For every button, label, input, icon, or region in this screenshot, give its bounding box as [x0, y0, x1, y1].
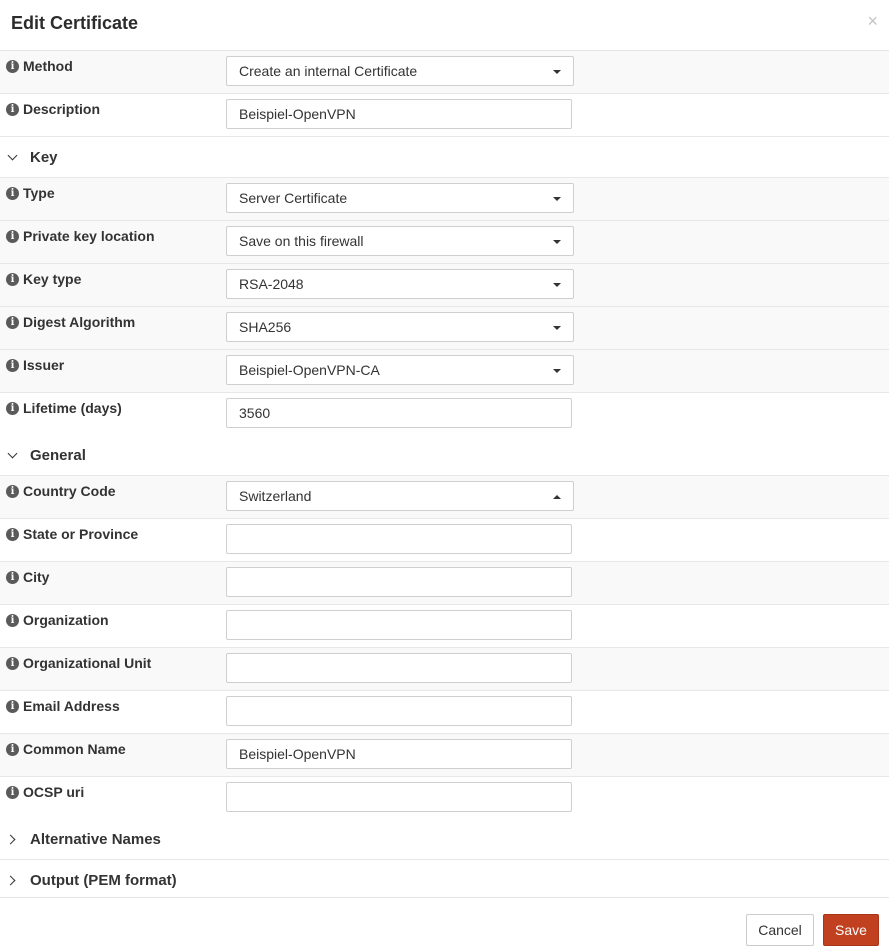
info-icon[interactable]: i	[6, 485, 19, 498]
key-type-label: Key type	[23, 271, 82, 287]
email-input[interactable]	[226, 696, 572, 726]
key-type-select[interactable]	[226, 269, 574, 299]
chevron-down-icon	[8, 152, 18, 162]
cancel-button[interactable]: Cancel	[746, 914, 814, 946]
info-icon[interactable]: i	[6, 614, 19, 627]
description-value: Beispiel-OpenVPN	[239, 106, 356, 122]
save-button[interactable]: Save	[823, 914, 879, 946]
city-input[interactable]	[226, 567, 572, 597]
caret-down-icon	[553, 70, 561, 74]
key-type-value: RSA-2048	[239, 276, 304, 292]
lifetime-value: 3560	[239, 405, 271, 421]
city-label: City	[23, 569, 50, 585]
issuer-row	[0, 350, 889, 393]
state-row	[0, 519, 889, 562]
dialog-title: Edit Certificate	[11, 13, 139, 33]
info-icon[interactable]: i	[6, 528, 19, 541]
lifetime-input[interactable]	[226, 398, 572, 428]
info-icon[interactable]: i	[6, 657, 19, 670]
caret-down-icon	[553, 283, 561, 287]
alternative-names-title: Alternative Names	[30, 830, 161, 848]
key-section-header[interactable]	[0, 137, 889, 178]
issuer-value: Beispiel-OpenVPN-CA	[239, 362, 380, 378]
description-label: Description	[23, 101, 101, 117]
caret-down-icon	[553, 369, 561, 373]
general-section-header[interactable]	[0, 435, 889, 476]
info-icon[interactable]: i	[6, 103, 19, 116]
organization-row	[0, 605, 889, 648]
chevron-right-icon	[8, 875, 18, 885]
organization-label: Organization	[23, 612, 109, 628]
description-input[interactable]	[226, 99, 572, 129]
general-section-title: General	[30, 446, 86, 464]
ocsp-uri-input[interactable]	[226, 782, 572, 812]
caret-down-icon	[553, 326, 561, 330]
email-label: Email Address	[23, 698, 120, 714]
ocsp-uri-row	[0, 777, 889, 819]
output-title: Output (PEM format)	[30, 871, 177, 889]
issuer-label: Issuer	[23, 357, 65, 373]
info-icon[interactable]: i	[6, 230, 19, 243]
type-row	[0, 178, 889, 221]
info-icon[interactable]: i	[6, 571, 19, 584]
method-label: Method	[23, 58, 73, 74]
info-icon[interactable]: i	[6, 743, 19, 756]
lifetime-label: Lifetime (days)	[23, 400, 122, 416]
key-type-row	[0, 264, 889, 307]
dialog-header	[0, 0, 889, 51]
dialog-footer	[0, 897, 889, 952]
digest-algorithm-value: SHA256	[239, 319, 292, 335]
email-row	[0, 691, 889, 734]
type-value: Server Certificate	[239, 190, 348, 206]
info-icon[interactable]: i	[6, 187, 19, 200]
lifetime-row	[0, 393, 889, 435]
chevron-right-icon	[8, 834, 18, 844]
caret-up-icon	[553, 495, 561, 499]
ocsp-uri-label: OCSP uri	[23, 784, 85, 800]
alternative-names-section-header[interactable]	[0, 819, 889, 860]
chevron-down-icon	[8, 450, 18, 460]
output-section-header[interactable]	[0, 860, 889, 900]
description-row	[0, 94, 889, 137]
private-key-location-label: Private key location	[23, 228, 155, 244]
org-unit-input[interactable]	[226, 653, 572, 683]
state-label: State or Province	[23, 526, 139, 542]
info-icon[interactable]: i	[6, 700, 19, 713]
common-name-input[interactable]	[226, 739, 572, 769]
country-code-value: Switzerland	[239, 488, 312, 504]
common-name-row	[0, 734, 889, 777]
info-icon[interactable]: i	[6, 359, 19, 372]
common-name-label: Common Name	[23, 741, 126, 757]
key-section-title: Key	[30, 148, 58, 166]
private-key-location-value: Save on this firewall	[239, 233, 364, 249]
org-unit-row	[0, 648, 889, 691]
digest-algorithm-select[interactable]	[226, 312, 574, 342]
private-key-location-row	[0, 221, 889, 264]
info-icon[interactable]: i	[6, 273, 19, 286]
state-input[interactable]	[226, 524, 572, 554]
info-icon[interactable]: i	[6, 316, 19, 329]
country-code-select[interactable]	[226, 481, 574, 511]
country-code-row	[0, 476, 889, 519]
private-key-location-select[interactable]	[226, 226, 574, 256]
common-name-value: Beispiel-OpenVPN	[239, 746, 356, 762]
info-icon[interactable]: i	[6, 786, 19, 799]
city-row	[0, 562, 889, 605]
method-row	[0, 51, 889, 94]
caret-down-icon	[553, 197, 561, 201]
type-select[interactable]	[226, 183, 574, 213]
close-icon[interactable]: ×	[867, 11, 878, 31]
type-label: Type	[23, 185, 55, 201]
info-icon[interactable]: i	[6, 60, 19, 73]
method-value: Create an internal Certificate	[239, 63, 418, 79]
digest-algorithm-label: Digest Algorithm	[23, 314, 136, 330]
org-unit-label: Organizational Unit	[23, 655, 152, 671]
caret-down-icon	[553, 240, 561, 244]
organization-input[interactable]	[226, 610, 572, 640]
country-code-label: Country Code	[23, 483, 116, 499]
digest-algorithm-row	[0, 307, 889, 350]
method-select[interactable]	[226, 56, 574, 86]
issuer-select[interactable]	[226, 355, 574, 385]
info-icon[interactable]: i	[6, 402, 19, 415]
